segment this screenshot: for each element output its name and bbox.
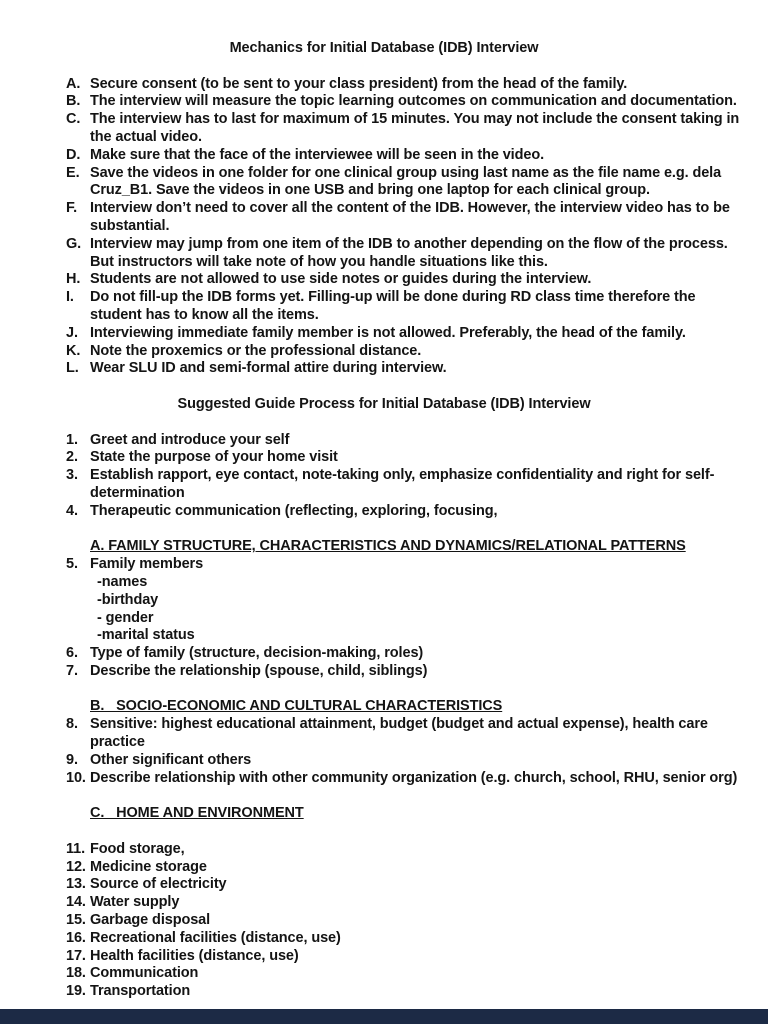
list-marker: L. bbox=[66, 360, 79, 377]
list-marker: F. bbox=[66, 200, 78, 217]
doc-line bbox=[66, 378, 744, 396]
line-text: Garbage disposal bbox=[90, 912, 211, 929]
list-marker: 2. bbox=[66, 449, 78, 466]
line-text: The interview will measure the topic learning outcomes on communication and documentation. bbox=[90, 93, 737, 110]
doc-line bbox=[66, 432, 744, 450]
doc-line bbox=[66, 983, 744, 1001]
line-text: Source of electricity bbox=[90, 876, 227, 893]
doc-line bbox=[66, 147, 744, 165]
doc-line bbox=[66, 930, 744, 948]
line-text: -marital status bbox=[97, 627, 195, 644]
line-text: C. HOME AND ENVIRONMENT bbox=[90, 805, 304, 822]
list-marker bbox=[66, 521, 90, 539]
line-text: Therapeutic communication (reflecting, exploring, focusing, bbox=[90, 502, 498, 519]
list-marker: 19. bbox=[66, 983, 86, 1000]
doc-line bbox=[66, 111, 744, 147]
list-marker: 13. bbox=[66, 876, 86, 893]
line-text: Note the proxemics or the professional distance. bbox=[90, 342, 422, 359]
doc-line bbox=[66, 503, 744, 521]
line-text bbox=[90, 521, 742, 539]
list-marker: K. bbox=[66, 342, 81, 359]
doc-line bbox=[66, 574, 744, 592]
list-marker: B. bbox=[66, 93, 81, 110]
list-marker: 14. bbox=[66, 894, 86, 911]
list-marker: J. bbox=[66, 324, 78, 341]
list-marker: 10. bbox=[66, 769, 86, 786]
doc-line bbox=[66, 289, 744, 325]
doc-line bbox=[66, 76, 744, 94]
list-marker: 7. bbox=[66, 662, 78, 679]
footer-bar bbox=[0, 1009, 768, 1024]
doc-line bbox=[66, 948, 744, 966]
list-marker: G. bbox=[66, 235, 82, 252]
line-text: Food storage, bbox=[90, 840, 185, 857]
doc-line bbox=[66, 58, 744, 76]
line-text: Interview may jump from one item of the IDB to another depending on the flow of the process. But instructors will take note of how you handle situations like this. bbox=[90, 235, 728, 270]
doc-line bbox=[66, 770, 744, 788]
line-text: Do not fill-up the IDB forms yet. Filling-up will be done during RD class time therefore the student has to know all the items. bbox=[90, 289, 696, 323]
doc-line bbox=[66, 592, 744, 610]
doc-line bbox=[66, 912, 744, 930]
doc-line bbox=[66, 521, 744, 539]
doc-line bbox=[66, 360, 744, 378]
doc-line bbox=[66, 556, 744, 574]
doc-line bbox=[66, 681, 744, 699]
list-marker bbox=[66, 378, 90, 396]
list-marker bbox=[66, 414, 90, 432]
doc-line bbox=[66, 627, 744, 645]
list-marker bbox=[66, 823, 90, 841]
line-text: Save the videos in one folder for one clinical group using last name as the file name e.g. dela Cruz_B1. Save the videos in one USB and bring one laptop for each clinical group. bbox=[90, 164, 722, 199]
line-text: -names bbox=[97, 573, 148, 590]
line-text: A. FAMILY STRUCTURE, CHARACTERISTICS AND DYNAMICS/RELATIONAL PATTERNS bbox=[90, 538, 686, 555]
list-marker: 6. bbox=[66, 645, 78, 662]
line-text: Wear SLU ID and semi-formal attire during interview. bbox=[90, 360, 447, 377]
list-marker: 15. bbox=[66, 912, 86, 929]
list-marker: 4. bbox=[66, 502, 78, 519]
line-text: B. SOCIO-ECONOMIC AND CULTURAL CHARACTERISTICS bbox=[90, 698, 503, 715]
line-text: Communication bbox=[90, 965, 199, 982]
doc-line bbox=[66, 663, 744, 681]
doc-line bbox=[66, 325, 744, 343]
line-text: Greet and introduce your self bbox=[90, 431, 290, 448]
doc-line bbox=[66, 787, 744, 805]
doc-line bbox=[66, 716, 744, 752]
doc-line bbox=[66, 467, 744, 503]
line-text: Secure consent (to be sent to your class president) from the head of the family. bbox=[90, 75, 628, 92]
doc-line bbox=[66, 610, 744, 628]
list-marker bbox=[66, 787, 90, 805]
list-marker: 17. bbox=[66, 947, 86, 964]
doc-line bbox=[66, 538, 744, 556]
line-text: Other significant others bbox=[90, 751, 252, 768]
list-marker: 11. bbox=[66, 840, 86, 857]
doc-line bbox=[66, 859, 744, 877]
list-marker: C. bbox=[66, 111, 81, 128]
doc-line bbox=[0, 396, 768, 414]
line-text bbox=[90, 58, 742, 76]
line-text: Interviewing immediate family member is not allowed. Preferably, the head of the family. bbox=[90, 324, 686, 341]
line-text bbox=[90, 823, 742, 841]
list-marker: A. bbox=[66, 75, 81, 92]
doc-line bbox=[66, 841, 744, 859]
line-text bbox=[90, 378, 742, 396]
line-text: Describe relationship with other community organization (e.g. church, school, RHU, senior org) bbox=[90, 769, 738, 786]
doc-line bbox=[66, 876, 744, 894]
line-text: Establish rapport, eye contact, note-taking only, emphasize confidentiality and right for self-determination bbox=[90, 467, 715, 501]
list-marker: 3. bbox=[66, 467, 78, 484]
list-marker: 16. bbox=[66, 929, 86, 946]
list-marker: I. bbox=[66, 289, 74, 306]
line-text: The interview has to last for maximum of 15 minutes. You may not include the consent taking in the actual video. bbox=[90, 111, 740, 145]
doc-line bbox=[66, 805, 744, 823]
doc-line bbox=[66, 93, 744, 111]
list-marker: 1. bbox=[66, 431, 78, 448]
line-text: Family members bbox=[90, 556, 204, 573]
list-marker: 9. bbox=[66, 751, 78, 768]
line-text: Water supply bbox=[90, 894, 180, 911]
doc-line bbox=[0, 40, 768, 58]
doc-line bbox=[66, 449, 744, 467]
list-marker: 12. bbox=[66, 858, 86, 875]
doc-line bbox=[66, 165, 744, 201]
line-text: -birthday bbox=[97, 591, 159, 608]
doc-line bbox=[66, 894, 744, 912]
line-text: Sensitive: highest educational attainment, budget (budget and actual expense), health care practice bbox=[90, 716, 708, 751]
line-text: Mechanics for Initial Database (IDB) Interview bbox=[229, 40, 539, 56]
line-text: Recreational facilities (distance, use) bbox=[90, 929, 341, 946]
list-marker bbox=[66, 681, 90, 699]
line-text: Medicine storage bbox=[90, 858, 207, 875]
line-text: - gender bbox=[97, 609, 154, 626]
doc-line bbox=[66, 698, 744, 716]
line-text bbox=[90, 414, 742, 432]
doc-line bbox=[66, 236, 744, 272]
doc-line bbox=[66, 414, 744, 432]
list-marker: H. bbox=[66, 271, 81, 288]
list-marker: 18. bbox=[66, 965, 86, 982]
line-text: Health facilities (distance, use) bbox=[90, 947, 299, 964]
doc-line bbox=[66, 752, 744, 770]
line-text: Transportation bbox=[90, 983, 191, 1000]
list-marker: E. bbox=[66, 164, 80, 181]
list-marker: 5. bbox=[66, 556, 78, 573]
line-text: Type of family (structure, decision-making, roles) bbox=[90, 645, 424, 662]
line-text: Make sure that the face of the interviewee will be seen in the video. bbox=[90, 146, 545, 163]
line-text: Suggested Guide Process for Initial Database (IDB) Interview bbox=[177, 395, 591, 412]
line-text bbox=[90, 681, 742, 699]
line-text: Students are not allowed to use side notes or guides during the interview. bbox=[90, 271, 592, 288]
line-text: Describe the relationship (spouse, child, siblings) bbox=[90, 662, 428, 679]
line-text bbox=[90, 787, 742, 805]
doc-line bbox=[66, 965, 744, 983]
line-text: Interview don’t need to cover all the content of the IDB. However, the interview video has to be substantial. bbox=[90, 200, 730, 234]
doc-line bbox=[66, 271, 744, 289]
doc-line bbox=[66, 823, 744, 841]
doc-line bbox=[66, 343, 744, 361]
doc-line bbox=[66, 200, 744, 236]
line-text: State the purpose of your home visit bbox=[90, 449, 338, 466]
list-marker: 8. bbox=[66, 716, 78, 733]
doc-line bbox=[66, 645, 744, 663]
list-marker bbox=[66, 58, 90, 76]
list-marker: D. bbox=[66, 146, 81, 163]
